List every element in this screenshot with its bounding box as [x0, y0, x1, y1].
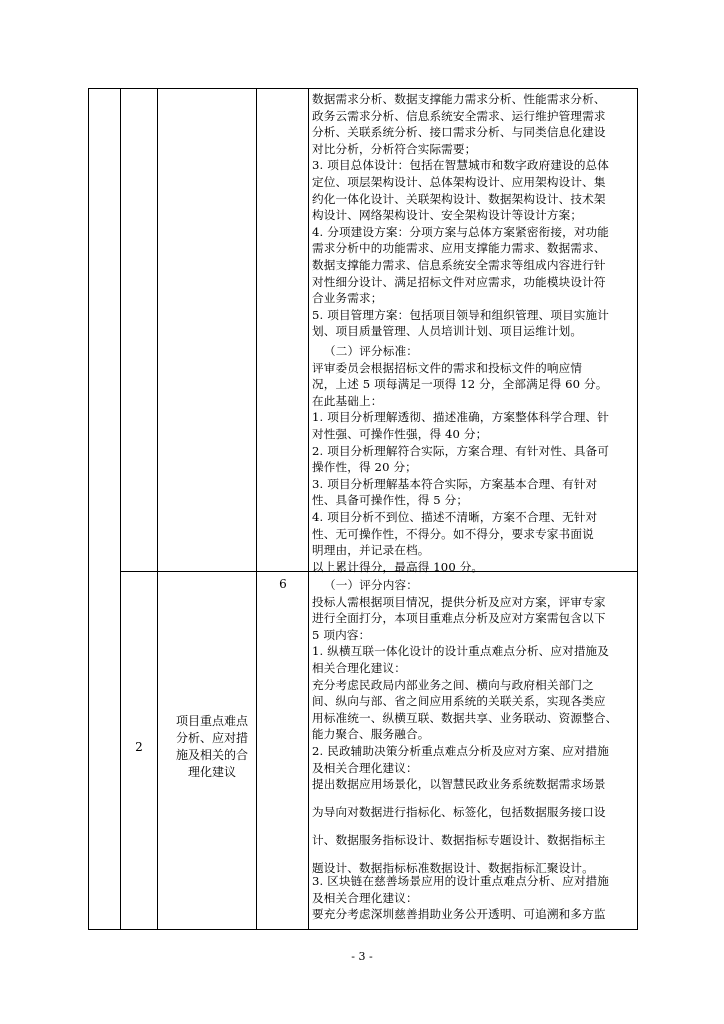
content-line: 相关合理化建议：: [312, 660, 406, 675]
content-line: 5. 项目管理方案：包括项目领导和组织管理、项目实施计: [312, 307, 610, 322]
criteria-line: （二）评分标准：: [324, 344, 418, 358]
row-2-number: 2: [135, 740, 143, 754]
row-1-criteria: [312, 343, 609, 575]
column-divider: [120, 88, 121, 930]
content-line: 能力聚合、服务融合。: [312, 727, 430, 742]
content-line: 1. 纵横互联一体化设计的设计重点难点分析、应对措施及: [312, 644, 610, 659]
content-line: 投标人需根据项目情况，提供分析及应对方案，评审专家: [312, 594, 606, 609]
criteria-line: 在此基础上：: [312, 393, 383, 408]
content-line: 题设计、数据指标标准数据设计、数据指标汇聚设计。: [312, 861, 594, 875]
table-border-right: [637, 88, 638, 930]
column-divider: [256, 88, 257, 930]
row-2-score: 6: [279, 577, 287, 591]
content-line: 4. 分项建设方案：分项方案与总体方案紧密衔接，对功能: [312, 224, 610, 239]
content-line: 对性细分设计、满足招标文件对应需求，功能模块设计符: [312, 274, 606, 289]
item-name-line: 理化建议: [187, 765, 236, 779]
content-line: 2. 民政辅助决策分析重点难点分析及应对方案、应对措施: [312, 743, 610, 758]
content-line: 进行全面打分，本项目重难点分析及应对方案需包含以下: [312, 611, 606, 626]
content-line: 及相关合理化建议：: [312, 890, 418, 905]
row-2-item-name: [170, 713, 254, 781]
row-1-content: [312, 91, 609, 340]
criteria-line: 操作性，得 20 分；: [312, 460, 417, 475]
item-name-line: 项目重点难点: [175, 714, 248, 728]
content-line: 数据需求分析、数据支撑能力需求分析、性能需求分析、: [312, 92, 606, 106]
criteria-line: 以上累计得分，最高得 100 分。: [312, 559, 484, 574]
table-border-top: [88, 88, 638, 89]
content-line: 划、项目质量管理、人员培训计划、项目运维计划。: [312, 324, 583, 339]
content-line: 政务云需求分析、信息系统安全需求、运行维护管理需求: [312, 108, 606, 123]
content-line: 为导向对数据进行指标化、标签化，包括数据服务接口设: [312, 805, 606, 819]
table-border-left: [88, 88, 89, 930]
criteria-line: 3. 项目分析理解基本符合实际，方案基本合理、有针对: [312, 476, 598, 491]
content-line: 计、数据服务指标设计、数据指标专题设计、数据指标主: [312, 833, 606, 847]
content-line: 数据支撑能力需求、信息系统安全需求等组成内容进行针: [312, 257, 606, 272]
row-2-content-end: [312, 873, 609, 923]
criteria-line: 4. 项目分析不到位、描述不清晰，方案不合理、无针对: [312, 509, 598, 524]
content-line: 约化一体化设计、关联架构设计、数据架构设计、技术架: [312, 191, 606, 206]
content-line: 需求分析中的功能需求、应用支撑能力需求、数据需求、: [312, 241, 606, 256]
content-line: 定位、项层架构设计、总体架构设计、应用架构设计、集: [312, 174, 606, 189]
criteria-line: 况，上述 5 项每满足一项得 12 分，全部满足得 60 分。: [312, 377, 608, 392]
criteria-line: 性、无可操作性，不得分。如不得分，要求专家书面说: [312, 526, 594, 541]
page-number: - 3 -: [351, 950, 373, 963]
content-line: 提出数据应用场景化，以智慧民政业务系统数据需求场景: [312, 777, 606, 792]
content-line: 分析、关联系统分析、接口需求分析、与同类信息化建设: [312, 125, 606, 140]
content-line: 对比分析，分析符合实际需要；: [312, 141, 477, 156]
content-line: 3. 区块链在慈善场景应用的设计重点难点分析、应对措施: [312, 874, 610, 888]
table-border-bottom: [88, 929, 638, 930]
content-line: （一）评分内容：: [324, 578, 418, 592]
criteria-line: 明理由，并记录在档。: [312, 543, 430, 558]
criteria-line: 2. 项目分析理解符合实际，方案合理、有针对性、具备可: [312, 443, 610, 458]
criteria-line: 对性强、可操作性强，得 40 分；: [312, 426, 488, 441]
content-line: 要充分考虑深圳慈善捐助业务公开透明、可追溯和多方监: [312, 907, 606, 922]
criteria-line: 1. 项目分析理解透彻、描述准确，方案整体科学合理、针: [312, 410, 610, 425]
column-divider: [157, 88, 158, 930]
content-line: 充分考虑民政局内部业务之间、横向与政府相关部门之: [312, 677, 594, 692]
content-line: 用标准统一、纵横互联、数据共享、业务联动、资源整合、: [312, 710, 618, 725]
criteria-line: 性、具备可操作性，得 5 分；: [312, 493, 469, 508]
content-line: 间、纵向与部、省之间应用系统的关联关系，实现各类应: [312, 694, 606, 709]
item-name-line: 分析、应对措: [175, 731, 248, 745]
content-line: 构设计、网络架构设计、安全架构设计等设计方案；: [312, 208, 583, 223]
item-name-line: 施及相关的合: [175, 748, 248, 762]
row-2-content: [312, 577, 617, 793]
content-line: 合业务需求；: [312, 291, 383, 306]
column-divider: [308, 88, 309, 930]
content-line: 3. 项目总体设计：包括在智慧城市和数字政府建设的总体: [312, 158, 610, 173]
content-line: 及相关合理化建议：: [312, 760, 418, 775]
row-2-content-spaced: [312, 798, 606, 882]
content-line: 5 项内容：: [312, 627, 371, 642]
criteria-line: 评审委员会根据招标文件的需求和投标文件的响应情: [312, 360, 583, 375]
